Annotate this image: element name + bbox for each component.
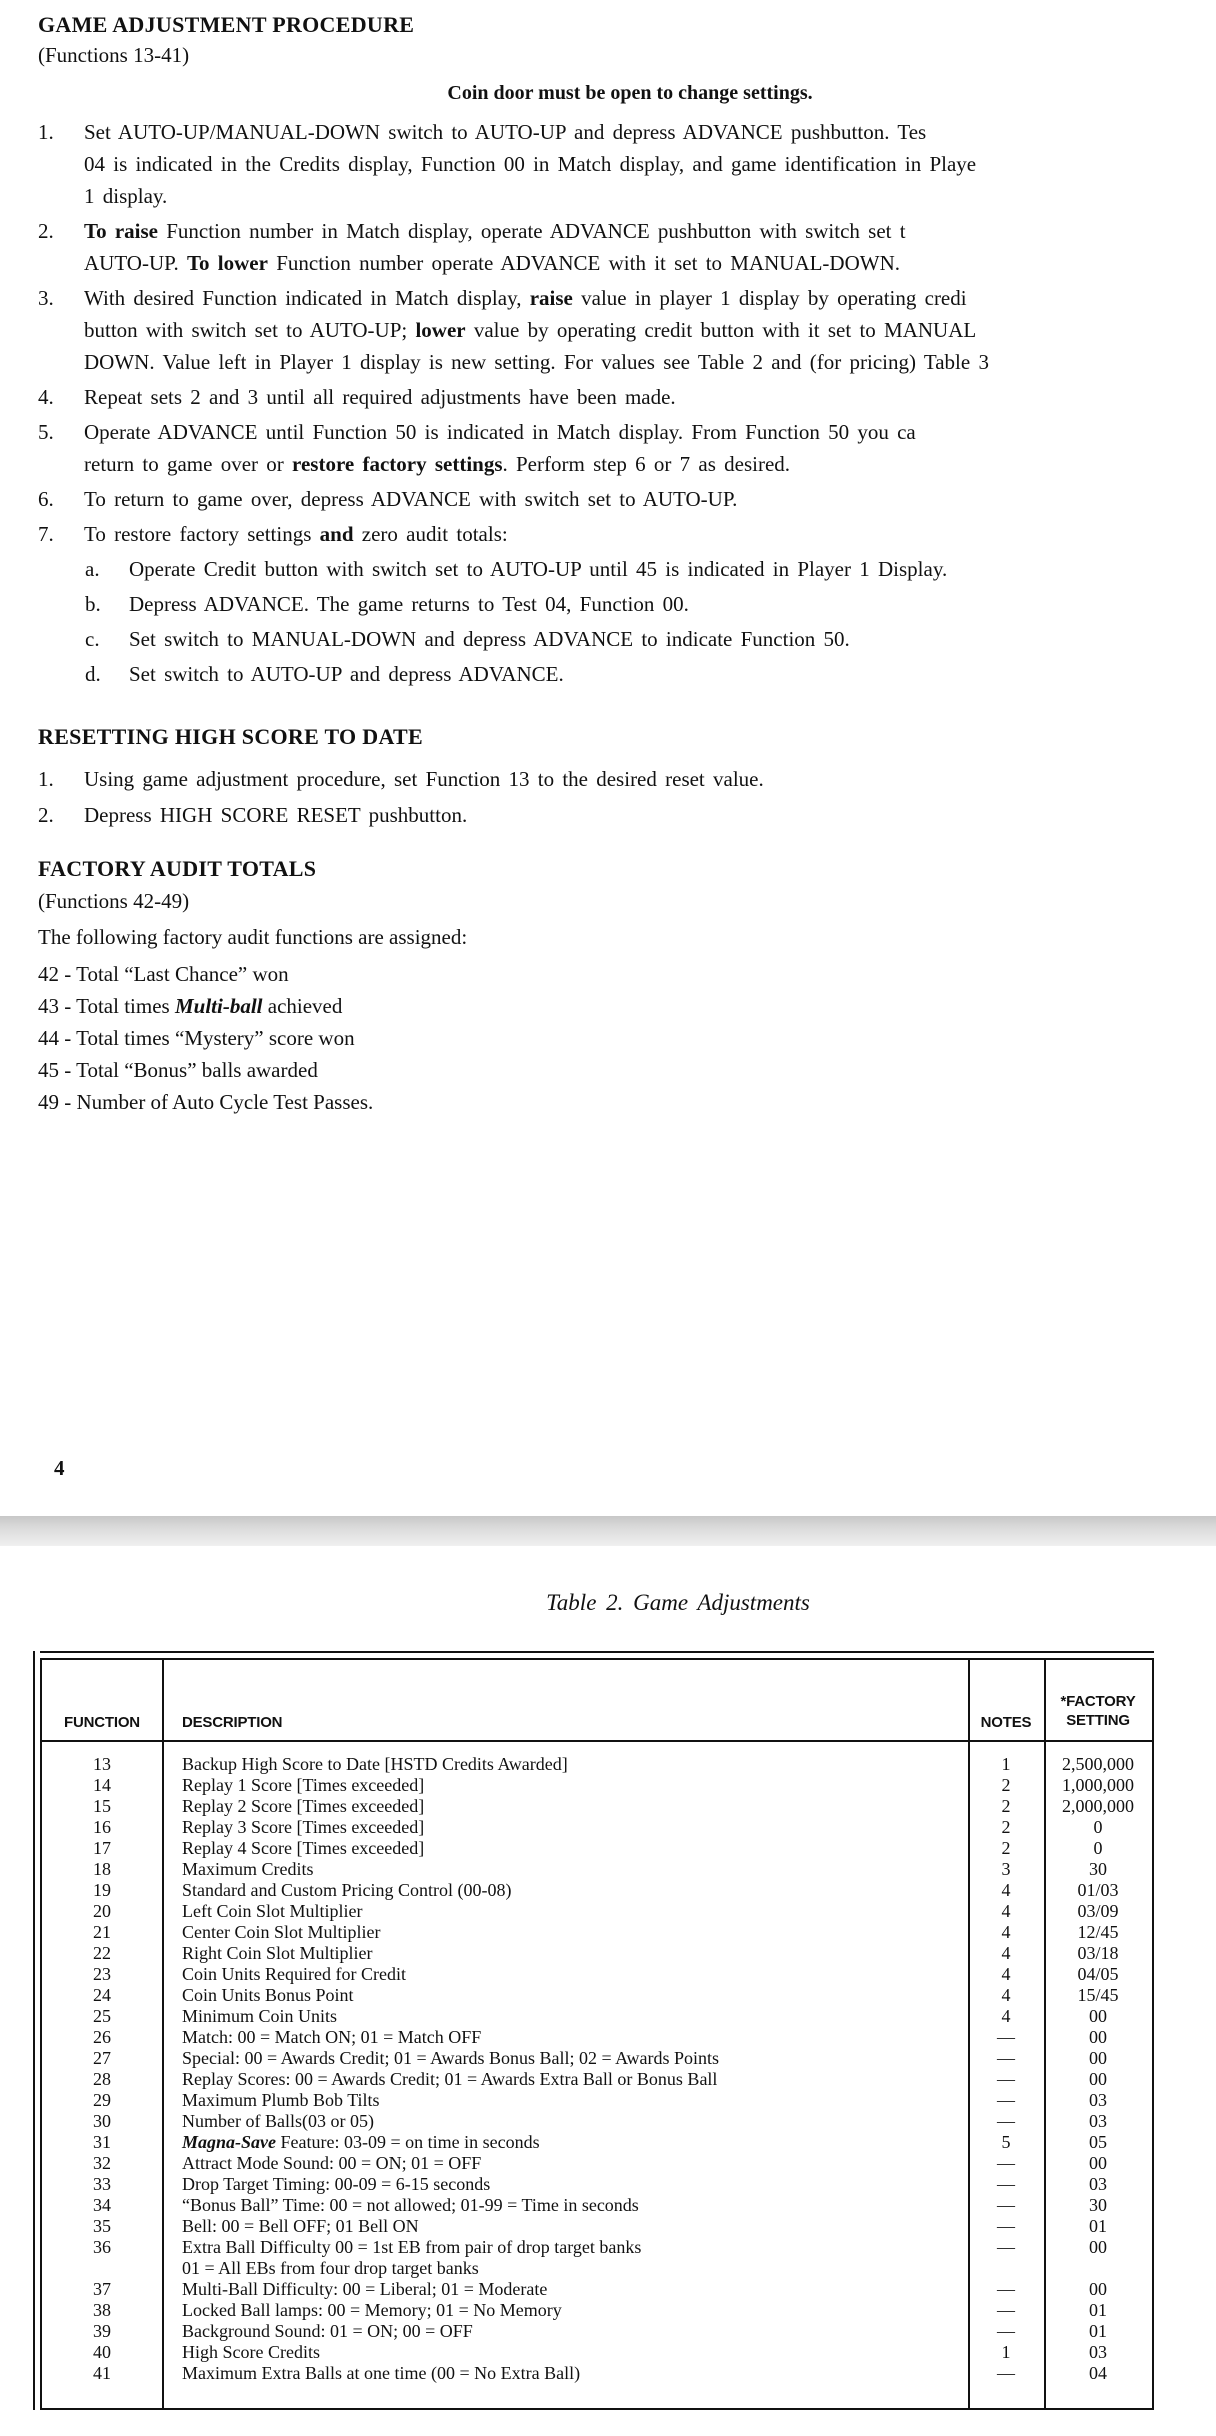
cell-description: Right Coin Slot Multiplier — [182, 1943, 373, 1963]
cell-description: 01 = All EBs from four drop target banks — [182, 2258, 479, 2278]
cell-description: Magna-Save Feature: 03-09 = on time in seconds — [182, 2132, 540, 2152]
cell-notes: — — [997, 2027, 1015, 2047]
step-line: AUTO-UP. To lower Function number operate ADVANCE with it set to MANUAL-DOWN. — [84, 251, 900, 275]
cell-notes: 1 — [1001, 1754, 1011, 1774]
step-number: 2. — [38, 803, 54, 827]
step-line: 1 display. — [84, 184, 168, 208]
cell-function: 14 — [93, 1775, 111, 1795]
cell-function: 26 — [93, 2027, 111, 2047]
audit-heading: FACTORY AUDIT TOTALS — [38, 856, 317, 881]
cell-description: Maximum Extra Balls at one time (00 = No Extra Ball) — [182, 2363, 581, 2383]
cell-function: 35 — [93, 2216, 111, 2236]
step-number: 1. — [38, 120, 54, 144]
cell-notes: — — [997, 2069, 1015, 2089]
step-number: 6. — [38, 487, 54, 511]
cell-notes — [968, 2258, 1044, 2279]
cell-description: Background Sound: 01 = ON; 00 = OFF — [182, 2321, 473, 2341]
step-item — [85, 588, 1216, 620]
cell-notes: — — [997, 2195, 1015, 2215]
cell-factory-setting: 1,000,000 — [1062, 1775, 1134, 1795]
step-number: 4. — [38, 385, 54, 409]
cell-notes: — — [997, 2300, 1015, 2320]
table-row — [42, 2111, 1152, 2132]
cell-function: 19 — [93, 1880, 111, 1900]
step-item — [38, 116, 1216, 212]
coin-door-notice: Coin door must be open to change settings. — [447, 82, 813, 104]
cell-function: 13 — [93, 1754, 111, 1774]
step-lines — [84, 483, 737, 515]
cell-factory-setting: 03/18 — [1077, 1943, 1119, 1963]
step-item — [85, 553, 1216, 585]
table2-title: Table 2. Game Adjustments — [546, 1590, 810, 1615]
cell-factory-setting: 00 — [1089, 2027, 1107, 2047]
step-line: Operate Credit button with switch set to AUTO-UP until 45 is indicated in Player 1 Display. — [129, 557, 948, 581]
cell-factory-setting: 03 — [1089, 2342, 1107, 2362]
cell-factory-setting: 0 — [1093, 1838, 1103, 1858]
cell-description: Backup High Score to Date [HSTD Credits Awarded] — [182, 1754, 568, 1774]
step-line: Depress HIGH SCORE RESET pushbutton. — [84, 803, 468, 827]
table-row — [42, 2069, 1152, 2090]
table-row — [42, 2027, 1152, 2048]
cell-factory-setting: 05 — [1089, 2132, 1107, 2152]
cell-description: Special: 00 = Awards Credit; 01 = Awards Bonus Ball; 02 = Awards Points — [182, 2048, 719, 2068]
cell-factory-setting: 03 — [1089, 2090, 1107, 2110]
cell-notes: — — [997, 2048, 1015, 2068]
cell-factory-setting: 0 — [1093, 1817, 1103, 1837]
table-row — [42, 2300, 1152, 2321]
hstd-step-item — [38, 762, 1216, 796]
table-row — [42, 2132, 1152, 2153]
audit-entry: 42 - Total “Last Chance” won — [38, 962, 289, 986]
step-item — [38, 215, 1216, 279]
cell-factory-setting: 2,500,000 — [1062, 1754, 1134, 1774]
step-line: 04 is indicated in the Credits display, Function 00 in Match display, and game identification in Playe — [84, 152, 977, 176]
cell-description: Center Coin Slot Multiplier — [182, 1922, 381, 1942]
step-item — [38, 416, 1216, 480]
cell-description: Multi-Ball Difficulty: 00 = Liberal; 01 = Moderate — [182, 2279, 548, 2299]
cell-notes: — — [997, 2321, 1015, 2341]
cell-description: Extra Ball Difficulty 00 = 1st EB from pair of drop target banks — [182, 2237, 642, 2257]
cell-description: Attract Mode Sound: 00 = ON; 01 = OFF — [182, 2153, 482, 2173]
step-lines — [129, 553, 947, 585]
cell-function: 39 — [93, 2321, 111, 2341]
cell-description: Coin Units Required for Credit — [182, 1964, 406, 1984]
cell-factory-setting: 00 — [1089, 2069, 1107, 2089]
cell-description: Replay 4 Score [Times exceeded] — [182, 1838, 425, 1858]
step-item — [85, 658, 1216, 690]
step-lines — [84, 116, 976, 212]
audit-entry: 49 - Number of Auto Cycle Test Passes. — [38, 1090, 374, 1114]
cell-factory-setting: 30 — [1089, 2195, 1107, 2215]
header-divider — [42, 1740, 1152, 1742]
step-number: 1. — [38, 767, 54, 791]
cell-notes: — — [997, 2174, 1015, 2194]
factory-audit-section — [38, 856, 1216, 1118]
cell-factory-setting: 04/05 — [1077, 1964, 1119, 1984]
cell-notes: 4 — [1001, 1901, 1011, 1921]
table-row — [42, 2090, 1152, 2111]
cell-factory-setting: 04 — [1089, 2363, 1107, 2383]
cell-notes: — — [997, 2363, 1015, 2383]
step-line: Set switch to MANUAL-DOWN and depress ADVANCE to indicate Function 50. — [129, 627, 850, 651]
table-row — [42, 2153, 1152, 2174]
cell-notes: 2 — [1001, 1817, 1011, 1837]
table-row — [42, 1922, 1152, 1943]
cell-notes: 2 — [1001, 1838, 1011, 1858]
column-header-notes: NOTES — [980, 1714, 1032, 1731]
cell-description: High Score Credits — [182, 2342, 320, 2362]
resetting-high-score-section — [38, 724, 1216, 834]
game-adjustments-table — [40, 1658, 1154, 2410]
step-line: button with switch set to AUTO-UP; lower value by operating credit button with it set to MANUAL — [84, 318, 977, 342]
page-separator — [0, 1516, 1216, 1546]
step-line: return to game over or restore factory settings. Perform step 6 or 7 as desired. — [84, 452, 791, 476]
cell-factory-setting: 03 — [1089, 2111, 1107, 2131]
step-line: Set AUTO-UP/MANUAL-DOWN switch to AUTO-UP and depress ADVANCE pushbutton. Tes — [84, 120, 927, 144]
table-row — [42, 2363, 1152, 2384]
cell-notes: 4 — [1001, 2006, 1011, 2026]
step-lines — [84, 416, 916, 480]
page1-header — [38, 12, 414, 68]
step-line: Repeat sets 2 and 3 until all required adjustments have been made. — [84, 385, 676, 409]
table-row — [42, 1859, 1152, 1880]
procedure-heading: GAME ADJUSTMENT PROCEDURE — [38, 12, 415, 37]
step-lines — [129, 623, 850, 655]
cell-function: 15 — [93, 1796, 111, 1816]
cell-function: 17 — [93, 1838, 111, 1858]
cell-notes: 4 — [1001, 1964, 1011, 1984]
table-row — [42, 2174, 1152, 2195]
audit-subheading: (Functions 42-49) — [38, 889, 190, 913]
cell-factory-setting: 01 — [1089, 2300, 1107, 2320]
procedure-subheading: (Functions 13-41) — [38, 43, 190, 67]
step-number: d. — [85, 662, 101, 686]
step-lines — [84, 215, 906, 279]
cell-notes: — — [997, 2111, 1015, 2131]
cell-description: Locked Ball lamps: 00 = Memory; 01 = No Memory — [182, 2300, 562, 2320]
step-line: To return to game over, depress ADVANCE with switch set to AUTO-UP. — [84, 487, 738, 511]
step-line: To raise Function number in Match display, operate ADVANCE pushbutton with switch set t — [84, 219, 906, 243]
step-line: Set switch to AUTO-UP and depress ADVANCE. — [129, 662, 564, 686]
step-lines — [84, 282, 989, 378]
cell-factory-setting: 00 — [1089, 2153, 1107, 2173]
cell-factory-setting: 01 — [1089, 2216, 1107, 2236]
cell-function: 22 — [93, 1943, 111, 1963]
table-row — [42, 1775, 1152, 1796]
step-item — [38, 381, 1216, 413]
table-row — [42, 1943, 1152, 1964]
table-row — [42, 2258, 1152, 2279]
table-row — [42, 1985, 1152, 2006]
step-line: With desired Function indicated in Match display, raise value in player 1 display by operating credi — [84, 286, 967, 310]
cell-description: Minimum Coin Units — [182, 2006, 338, 2026]
cell-function: 31 — [93, 2132, 111, 2152]
table-row — [42, 2342, 1152, 2363]
cell-factory-setting: 30 — [1089, 1859, 1107, 1879]
audit-entry: 45 - Total “Bonus” balls awarded — [38, 1058, 318, 1082]
step-line: Depress ADVANCE. The game returns to Test 04, Function 00. — [129, 592, 689, 616]
step-lines — [129, 658, 564, 690]
step-item — [38, 483, 1216, 515]
cell-description: Drop Target Timing: 00-09 = 6-15 seconds — [182, 2174, 491, 2194]
cell-description: Maximum Plumb Bob Tilts — [182, 2090, 380, 2110]
table-row — [42, 1901, 1152, 1922]
cell-factory-setting: 00 — [1089, 2279, 1107, 2299]
step-number: 5. — [38, 420, 54, 444]
table-row — [42, 1754, 1152, 1775]
cell-description: Left Coin Slot Multiplier — [182, 1901, 363, 1921]
cell-notes: — — [997, 2237, 1015, 2257]
cell-factory-setting: 03 — [1089, 2174, 1107, 2194]
cell-function: 40 — [93, 2342, 111, 2362]
column-header-description: DESCRIPTION — [182, 1714, 283, 1731]
cell-notes: 1 — [1001, 2342, 1011, 2362]
cell-notes: 4 — [1001, 1985, 1011, 2005]
cell-description: Bell: 00 = Bell OFF; 01 Bell ON — [182, 2216, 419, 2236]
page-number: 4 — [54, 1456, 65, 1480]
cell-notes: — — [997, 2279, 1015, 2299]
table-row — [42, 2216, 1152, 2237]
cell-function: 23 — [93, 1964, 111, 1984]
cell-description: Match: 00 = Match ON; 01 = Match OFF — [182, 2027, 482, 2047]
table-row — [42, 2321, 1152, 2342]
cell-function: 24 — [93, 1985, 111, 2005]
cell-notes: 3 — [1001, 1859, 1011, 1879]
step-lines — [84, 381, 676, 413]
table-row — [42, 2279, 1152, 2300]
cell-description: Replay 2 Score [Times exceeded] — [182, 1796, 425, 1816]
hstd-step-list — [38, 762, 1216, 832]
step-line: To restore factory settings and zero audit totals: — [84, 522, 508, 546]
cell-factory-setting: 00 — [1089, 2006, 1107, 2026]
step-item — [85, 623, 1216, 655]
cell-function — [42, 2258, 162, 2279]
step-line: Using game adjustment procedure, set Function 13 to the desired reset value. — [84, 767, 764, 791]
cell-description: Replay Scores: 00 = Awards Credit; 01 = Awards Extra Ball or Bonus Ball — [182, 2069, 718, 2089]
audit-entry-list — [38, 958, 1216, 1118]
cell-factory-setting: 12/45 — [1077, 1922, 1119, 1942]
table-row — [42, 1880, 1152, 1901]
table-outer-left-line — [33, 1651, 35, 2410]
cell-function: 27 — [93, 2048, 111, 2068]
audit-entry: 44 - Total times “Mystery” score won — [38, 1026, 355, 1050]
factory-header-line1: *FACTORY — [1060, 1693, 1136, 1710]
cell-factory-setting: 00 — [1089, 2237, 1107, 2257]
table-row — [42, 2195, 1152, 2216]
step-lines — [129, 588, 689, 620]
table-body — [42, 1754, 1152, 2384]
table-row — [42, 1838, 1152, 1859]
step-line: DOWN. Value left in Player 1 display is new setting. For values see Table 2 and (for pricing) Table 3 — [84, 350, 989, 374]
cell-function: 32 — [93, 2153, 111, 2173]
table-row — [42, 1796, 1152, 1817]
cell-notes: — — [997, 2216, 1015, 2236]
cell-factory-setting: 00 — [1089, 2048, 1107, 2068]
cell-function: 34 — [93, 2195, 111, 2215]
table-row — [42, 1964, 1152, 1985]
table-row — [42, 2048, 1152, 2069]
table-row — [42, 2006, 1152, 2027]
cell-function: 37 — [93, 2279, 111, 2299]
table-row — [42, 2237, 1152, 2258]
cell-function: 29 — [93, 2090, 111, 2110]
cell-description: Replay 3 Score [Times exceeded] — [182, 1817, 425, 1837]
cell-function: 30 — [93, 2111, 111, 2131]
column-header-function: FUNCTION — [64, 1714, 140, 1731]
cell-description: Number of Balls(03 or 05) — [182, 2111, 374, 2131]
cell-notes: 4 — [1001, 1943, 1011, 1963]
cell-function: 21 — [93, 1922, 111, 1942]
cell-function: 41 — [93, 2363, 111, 2383]
table-outer-top-line — [40, 1651, 1154, 1653]
cell-function: 33 — [93, 2174, 111, 2194]
step-item — [38, 518, 1216, 550]
cell-notes: 2 — [1001, 1775, 1011, 1795]
step-number: 2. — [38, 219, 54, 243]
cell-function: 18 — [93, 1859, 111, 1879]
cell-factory-setting — [1044, 2258, 1152, 2279]
cell-description: Standard and Custom Pricing Control (00-08) — [182, 1880, 512, 1900]
cell-notes: — — [997, 2090, 1015, 2110]
step-number: b. — [85, 592, 101, 616]
cell-function: 38 — [93, 2300, 111, 2320]
cell-description: “Bonus Ball” Time: 00 = not allowed; 01-99 = Time in seconds — [182, 2195, 639, 2215]
step-number: 3. — [38, 286, 54, 310]
cell-notes: — — [997, 2153, 1015, 2173]
cell-function: 28 — [93, 2069, 111, 2089]
cell-notes: 5 — [1001, 2132, 1011, 2152]
cell-factory-setting: 15/45 — [1077, 1985, 1119, 2005]
step-lines — [84, 518, 508, 550]
cell-description: Replay 1 Score [Times exceeded] — [182, 1775, 425, 1795]
cell-function: 16 — [93, 1817, 111, 1837]
cell-notes: 4 — [1001, 1880, 1011, 1900]
cell-function: 36 — [93, 2237, 111, 2257]
cell-factory-setting: 03/09 — [1077, 1901, 1119, 1921]
step-number: c. — [85, 627, 100, 651]
hstd-step-item — [38, 798, 1216, 832]
factory-header-line2: SETTING — [1066, 1712, 1130, 1729]
audit-entry: 43 - Total times Multi-ball achieved — [38, 994, 343, 1018]
table-row — [42, 1817, 1152, 1838]
step-line: Operate ADVANCE until Function 50 is indicated in Match display. From Function 50 you ca — [84, 420, 916, 444]
procedure-step-list — [38, 116, 1216, 693]
audit-intro-text: The following factory audit functions are assigned: — [38, 925, 468, 949]
cell-description: Coin Units Bonus Point — [182, 1985, 354, 2005]
step-item — [38, 282, 1216, 378]
cell-function: 25 — [93, 2006, 111, 2026]
cell-notes: 2 — [1001, 1796, 1011, 1816]
cell-description: Maximum Credits — [182, 1859, 314, 1879]
hstd-heading: RESETTING HIGH SCORE TO DATE — [38, 724, 423, 749]
column-header-factory-setting — [1044, 1692, 1152, 1730]
cell-factory-setting: 01/03 — [1077, 1880, 1119, 1900]
step-number: 7. — [38, 522, 54, 546]
cell-factory-setting: 2,000,000 — [1062, 1796, 1134, 1816]
cell-function: 20 — [93, 1901, 111, 1921]
cell-factory-setting: 01 — [1089, 2321, 1107, 2341]
cell-notes: 4 — [1001, 1922, 1011, 1942]
step-number: a. — [85, 557, 100, 581]
